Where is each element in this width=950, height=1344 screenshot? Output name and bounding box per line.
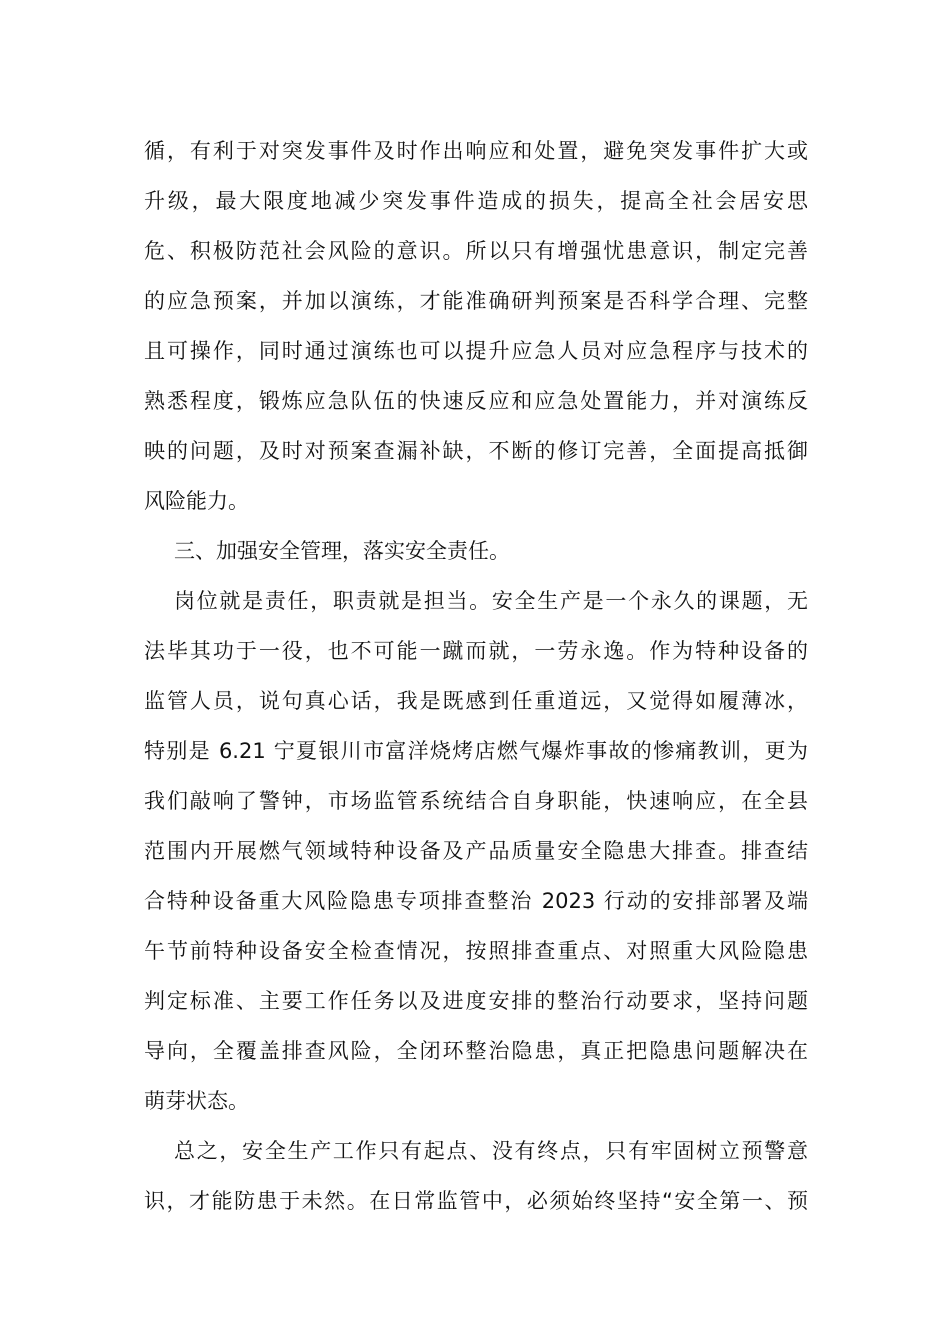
paragraph-3-line-2: 法毕其功于一役，也不可能一蹴而就，一劳永逸。作为特种设备的 — [144, 639, 808, 663]
paragraph-1-line-3: 危、积极防范社会风险的意识。所以只有增强忧患意识，制定完善 — [144, 239, 808, 263]
paragraph-3-line-8: 午节前特种设备安全检查情况，按照排查重点、对照重大风险隐患 — [144, 939, 808, 963]
paragraph-3-line-11: 萌芽状态。 — [144, 1089, 249, 1113]
paragraph-3-line-6: 范围内开展燃气领域特种设备及产品质量安全隐患大排查。排查结 — [144, 839, 808, 863]
paragraph-3-line-1: 岗位就是责任，职责就是担当。安全生产是一个永久的课题，无 — [174, 589, 808, 613]
paragraph-3-line-4: 特别是 6.21 宁夏银川市富洋烧烤店燃气爆炸事故的惨痛教训，更为 — [144, 739, 808, 763]
paragraph-1-line-5: 且可操作，同时通过演练也可以提升应急人员对应急程序与技术的 — [144, 339, 808, 363]
paragraph-1-line-2: 升级，最大限度地减少突发事件造成的损失，提高全社会居安思 — [144, 189, 808, 213]
document-body — [144, 126, 808, 1226]
paragraph-4-line-1: 总之，安全生产工作只有起点、没有终点，只有牢固树立预警意 — [174, 1139, 808, 1163]
paragraph-1-line-1: 循，有利于对突发事件及时作出响应和处置，避免突发事件扩大或 — [144, 139, 808, 163]
section-heading-3: 三、加强安全管理，落实安全责任。 — [174, 539, 510, 563]
paragraph-3-line-9: 判定标准、主要工作任务以及进度安排的整治行动要求，坚持问题 — [144, 989, 808, 1013]
paragraph-3-line-7: 合特种设备重大风险隐患专项排查整治 2023 行动的安排部署及端 — [144, 889, 808, 913]
paragraph-3-line-3: 监管人员，说句真心话，我是既感到任重道远，又觉得如履薄冰， — [144, 689, 808, 713]
paragraph-3-line-5: 我们敲响了警钟，市场监管系统结合自身职能，快速响应，在全县 — [144, 789, 808, 813]
paragraph-1-line-4: 的应急预案，并加以演练，才能准确研判预案是否科学合理、完整 — [144, 289, 808, 313]
paragraph-4-line-2: 识，才能防患于未然。在日常监管中，必须始终坚持“安全第一、预 — [144, 1189, 808, 1213]
paragraph-1-line-6: 熟悉程度，锻炼应急队伍的快速反应和应急处置能力，并对演练反 — [144, 389, 808, 413]
paragraph-1-line-7: 映的问题，及时对预案查漏补缺，不断的修订完善，全面提高抵御 — [144, 439, 808, 463]
paragraph-1-line-8: 风险能力。 — [144, 489, 249, 513]
paragraph-3-line-10: 导向，全覆盖排查风险，全闭环整治隐患，真正把隐患问题解决在 — [144, 1039, 808, 1063]
